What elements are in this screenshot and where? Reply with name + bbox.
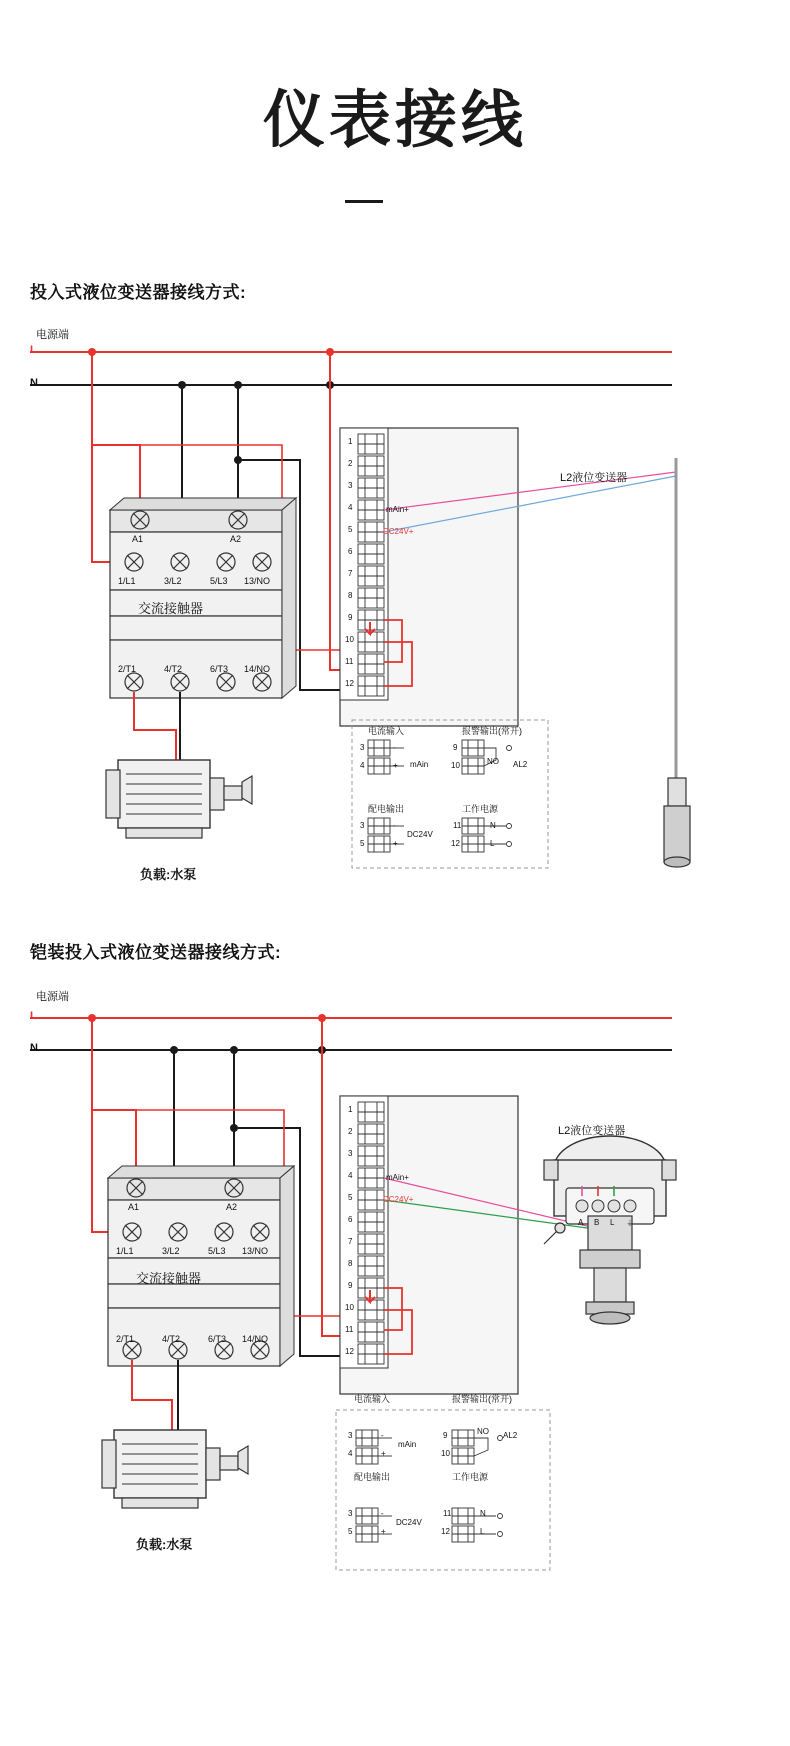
s1-annot-main: mAin+ [386,505,409,514]
s1-lg4-r2-no: 12 [451,839,460,848]
s2-sensor-term-B: B [594,1218,600,1227]
title-divider [345,200,383,203]
s2-legend-title-4: 工作电源 [452,1472,489,1482]
s2-lg4-r1-sign: N [480,1509,486,1518]
s2-bot-term-4: 14/NO [242,1334,269,1344]
s1-legend-title-4: 工作电源 [462,804,499,814]
s1-lg1-r2-no: 4 [360,761,365,770]
s1-term-no-9: 9 [348,613,353,622]
s2-lg2-r2-no: 10 [441,1449,450,1458]
s2-contactor-name: 交流接触器 [136,1271,202,1286]
s2-term-no-12: 12 [345,1347,354,1356]
s2-lg3-r2-no: 5 [348,1527,353,1536]
s1-coil-a1: A1 [132,534,144,544]
s2-lg1-r1-no: 3 [348,1431,353,1440]
s2-term-no-11: 11 [345,1325,354,1334]
s2-bot-term-3: 6/T3 [208,1334,227,1344]
s2-sensor-term-L: L [610,1218,615,1227]
s2-annot-dc24v: DC24V+ [383,1195,414,1204]
s2-lg4-r2-sign: L [480,1527,485,1536]
section-2-diagram [0,960,790,1580]
s1-bot-term-3: 6/T3 [210,664,229,674]
s1-lg3-r1-no: 3 [360,821,365,830]
s1-load-label: 负载:水泵 [140,867,197,882]
s1-top-term-3: 5/L3 [210,576,228,586]
s2-lg2-signal2: AL2 [503,1431,518,1440]
s2-term-no-6: 6 [348,1215,353,1224]
s1-term-no-3: 3 [348,481,353,490]
section-1-heading: 投入式液位变送器接线方式: [30,283,247,302]
s2-legend-title-2: 报警输出(常开) [452,1394,512,1404]
s2-top-term-4: 13/NO [242,1246,269,1256]
s1-term-no-8: 8 [348,591,353,600]
s1-lg4-r1-sign: N [490,821,496,830]
s1-term-no-5: 5 [348,525,353,534]
s1-term-no-7: 7 [348,569,353,578]
s1-term-no-4: 4 [348,503,353,512]
s2-coil-a2: A2 [226,1202,238,1212]
s1-lg3-r2-no: 5 [360,839,365,848]
s2-top-term-2: 3/L2 [162,1246,180,1256]
s2-lg3-r1-no: 3 [348,1509,353,1518]
s2-term-no-4: 4 [348,1171,353,1180]
s2-line-N: N [30,1042,38,1054]
s2-lg3-signal: DC24V [396,1518,422,1527]
s1-lg1-r1-no: 3 [360,743,365,752]
s1-lg2-signal: NO [487,757,499,766]
s2-power-label: 电源端 [36,991,69,1003]
s1-sensor-label: L2液位变送器 [560,472,628,484]
s2-term-no-7: 7 [348,1237,353,1246]
s2-sensor-term-A: A [578,1218,584,1227]
s2-lg1-r1-sign: - [381,1431,384,1440]
s1-line-N: N [30,377,38,389]
s2-sensor-label: L2液位变送器 [558,1125,626,1137]
s2-load-label: 负载:水泵 [136,1537,193,1552]
s1-lg1-r1-sign: - [393,743,396,752]
s1-coil-a2: A2 [230,534,242,544]
s2-top-term-1: 1/L1 [116,1246,134,1256]
s1-lg3-r1-sign: - [393,821,396,830]
s2-term-no-5: 5 [348,1193,353,1202]
s2-line-L: L [30,1010,37,1022]
s2-lg1-r2-no: 4 [348,1449,353,1458]
section-2-heading: 铠装投入式液位变送器接线方式: [30,943,282,962]
s2-legend-title-3: 配电输出 [354,1472,391,1482]
s2-sensor-term-ground: ⏚ [626,1219,634,1228]
s2-lg4-r2-no: 12 [441,1527,450,1536]
s1-lg1-r2-sign: + [393,761,398,770]
s1-lg2-r2-no: 10 [451,761,460,770]
s1-term-no-12: 12 [345,679,354,688]
s1-lg1-signal: mAin [410,760,429,769]
s2-lg2-r1-no: 9 [443,1431,448,1440]
s2-term-no-10: 10 [345,1303,354,1312]
s1-bot-term-2: 4/T2 [164,664,183,674]
s1-top-term-4: 13/NO [244,576,271,586]
s2-lg3-r1-sign: - [381,1509,384,1518]
s1-lg2-r1-no: 9 [453,743,458,752]
s1-top-term-2: 3/L2 [164,576,182,586]
s1-contactor-name: 交流接触器 [138,601,204,616]
s1-lg2-signal2: AL2 [513,760,528,769]
s1-term-no-10: 10 [345,635,354,644]
s1-term-no-1: 1 [348,437,353,446]
s2-annot-main: mAin+ [386,1173,409,1182]
s2-legend-title-1: 电流输入 [354,1394,391,1404]
s2-lg1-r2-sign: + [381,1449,386,1458]
s1-legend-title-3: 配电输出 [368,804,405,814]
s2-coil-a1: A1 [128,1202,140,1212]
s1-term-no-6: 6 [348,547,353,556]
s1-bot-term-1: 2/T1 [118,664,137,674]
s2-bot-term-2: 4/T2 [162,1334,181,1344]
s1-term-no-2: 2 [348,459,353,468]
s2-term-no-8: 8 [348,1259,353,1268]
s1-legend-title-1: 电流输入 [368,726,405,736]
s2-term-no-2: 2 [348,1127,353,1136]
s2-bot-term-1: 2/T1 [116,1334,135,1344]
s1-lg4-r1-no: 11 [453,821,462,830]
s2-lg1-signal: mAin [398,1440,417,1449]
s1-power-label: 电源端 [36,329,69,341]
s2-term-no-9: 9 [348,1281,353,1290]
s1-lg3-signal: DC24V [407,830,433,839]
s2-term-no-1: 1 [348,1105,353,1114]
s2-lg3-r2-sign: + [381,1527,386,1536]
page-title: 仪表接线 [262,86,527,155]
s2-top-term-3: 5/L3 [208,1246,226,1256]
s1-lg4-r2-sign: L [490,839,495,848]
s1-annot-dc24v: DC24V+ [383,527,414,536]
s2-term-no-3: 3 [348,1149,353,1158]
s1-term-no-11: 11 [345,657,354,666]
s1-lg3-r2-sign: + [393,839,398,848]
s2-lg4-r1-no: 11 [443,1509,452,1518]
s1-top-term-1: 1/L1 [118,576,136,586]
s2-lg2-signal: NO [477,1427,489,1436]
s1-legend-title-2: 报警输出(常开) [462,726,522,736]
s1-line-L: L [30,344,37,356]
s1-bot-term-4: 14/NO [244,664,271,674]
